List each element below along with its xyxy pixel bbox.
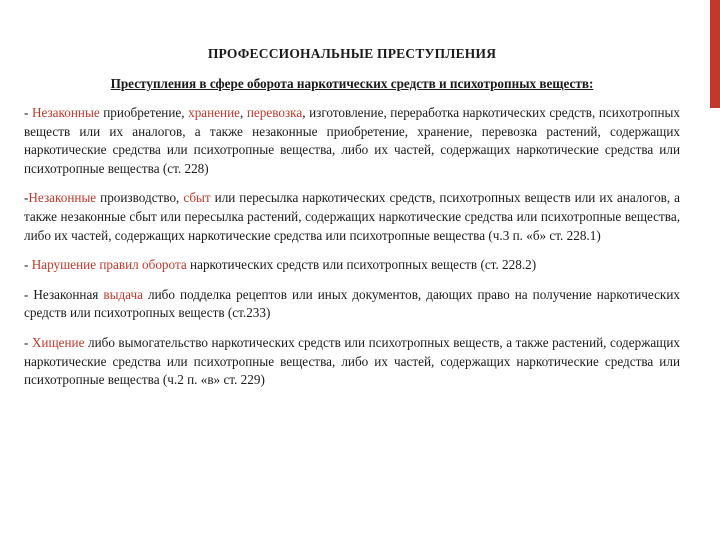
highlight-term: выдача — [103, 286, 143, 302]
text: - — [24, 334, 32, 350]
text: - — [24, 105, 32, 120]
text: - — [24, 190, 29, 206]
paragraph-art-228 — [24, 104, 680, 178]
highlight-term: Незаконные — [28, 190, 97, 206]
highlight-term: Нарушение правил оборота — [31, 257, 187, 273]
text: либо подделка рецептов или иных документов, дающих право на получение наркотических средств или психотропных веществ (ст.233) — [24, 286, 680, 321]
highlight-term: Незаконные — [31, 105, 100, 120]
text: , изготовление, переработка наркотических средств, психотропных веществ или их аналогов, а также незаконные приобретение, хранение, перевозка растений, содержащих наркотические средства или психотропные вещества, либо их частей, содержащих наркотические средства или психотропные вещества (ст. 228) — [24, 105, 680, 176]
paragraph-art-229 — [24, 334, 680, 390]
paragraph-art-228-1 — [24, 189, 680, 245]
text: - Незаконная — [24, 286, 104, 302]
highlight-term: перевозка — [246, 105, 303, 120]
slide-title: ПРОФЕССИОНАЛЬНЫЕ ПРЕСТУПЛЕНИЯ — [207, 46, 497, 61]
text: производство, — [96, 190, 184, 206]
text: или пересылка наркотических средств, психотропных веществ или их аналогов, а также незаконные сбыт или пересылка растений, содержащих наркотические средства или психотропные вещества, либо их частей, содержащих наркотические средства или психотропные вещества (ч.3 п. «б» ст. 228.1) — [24, 190, 680, 243]
highlight-term: сбыт — [183, 190, 211, 206]
text: приобретение, — [99, 105, 189, 120]
paragraph-art-228-2 — [24, 256, 680, 275]
slide-content — [24, 0, 680, 390]
highlight-term: хранение — [188, 105, 241, 120]
text: , — [240, 105, 247, 120]
text: - — [24, 257, 32, 273]
slide-subtitle: Преступления в сфере оборота наркотических средств и психотропных веществ: — [110, 76, 594, 91]
text: либо вымогательство наркотических средств или психотропных веществ, а также растений, содержащих наркотические средства или психотропные вещества, либо их частей, содержащих наркотические средства или психотропные вещества (ч.2 п. «в» ст. 229) — [24, 334, 680, 388]
highlight-term: Хищение — [31, 334, 85, 350]
paragraph-art-233 — [24, 286, 680, 323]
accent-bar — [710, 0, 720, 108]
text: наркотических средств или психотропных веществ (ст. 228.2) — [186, 257, 537, 273]
